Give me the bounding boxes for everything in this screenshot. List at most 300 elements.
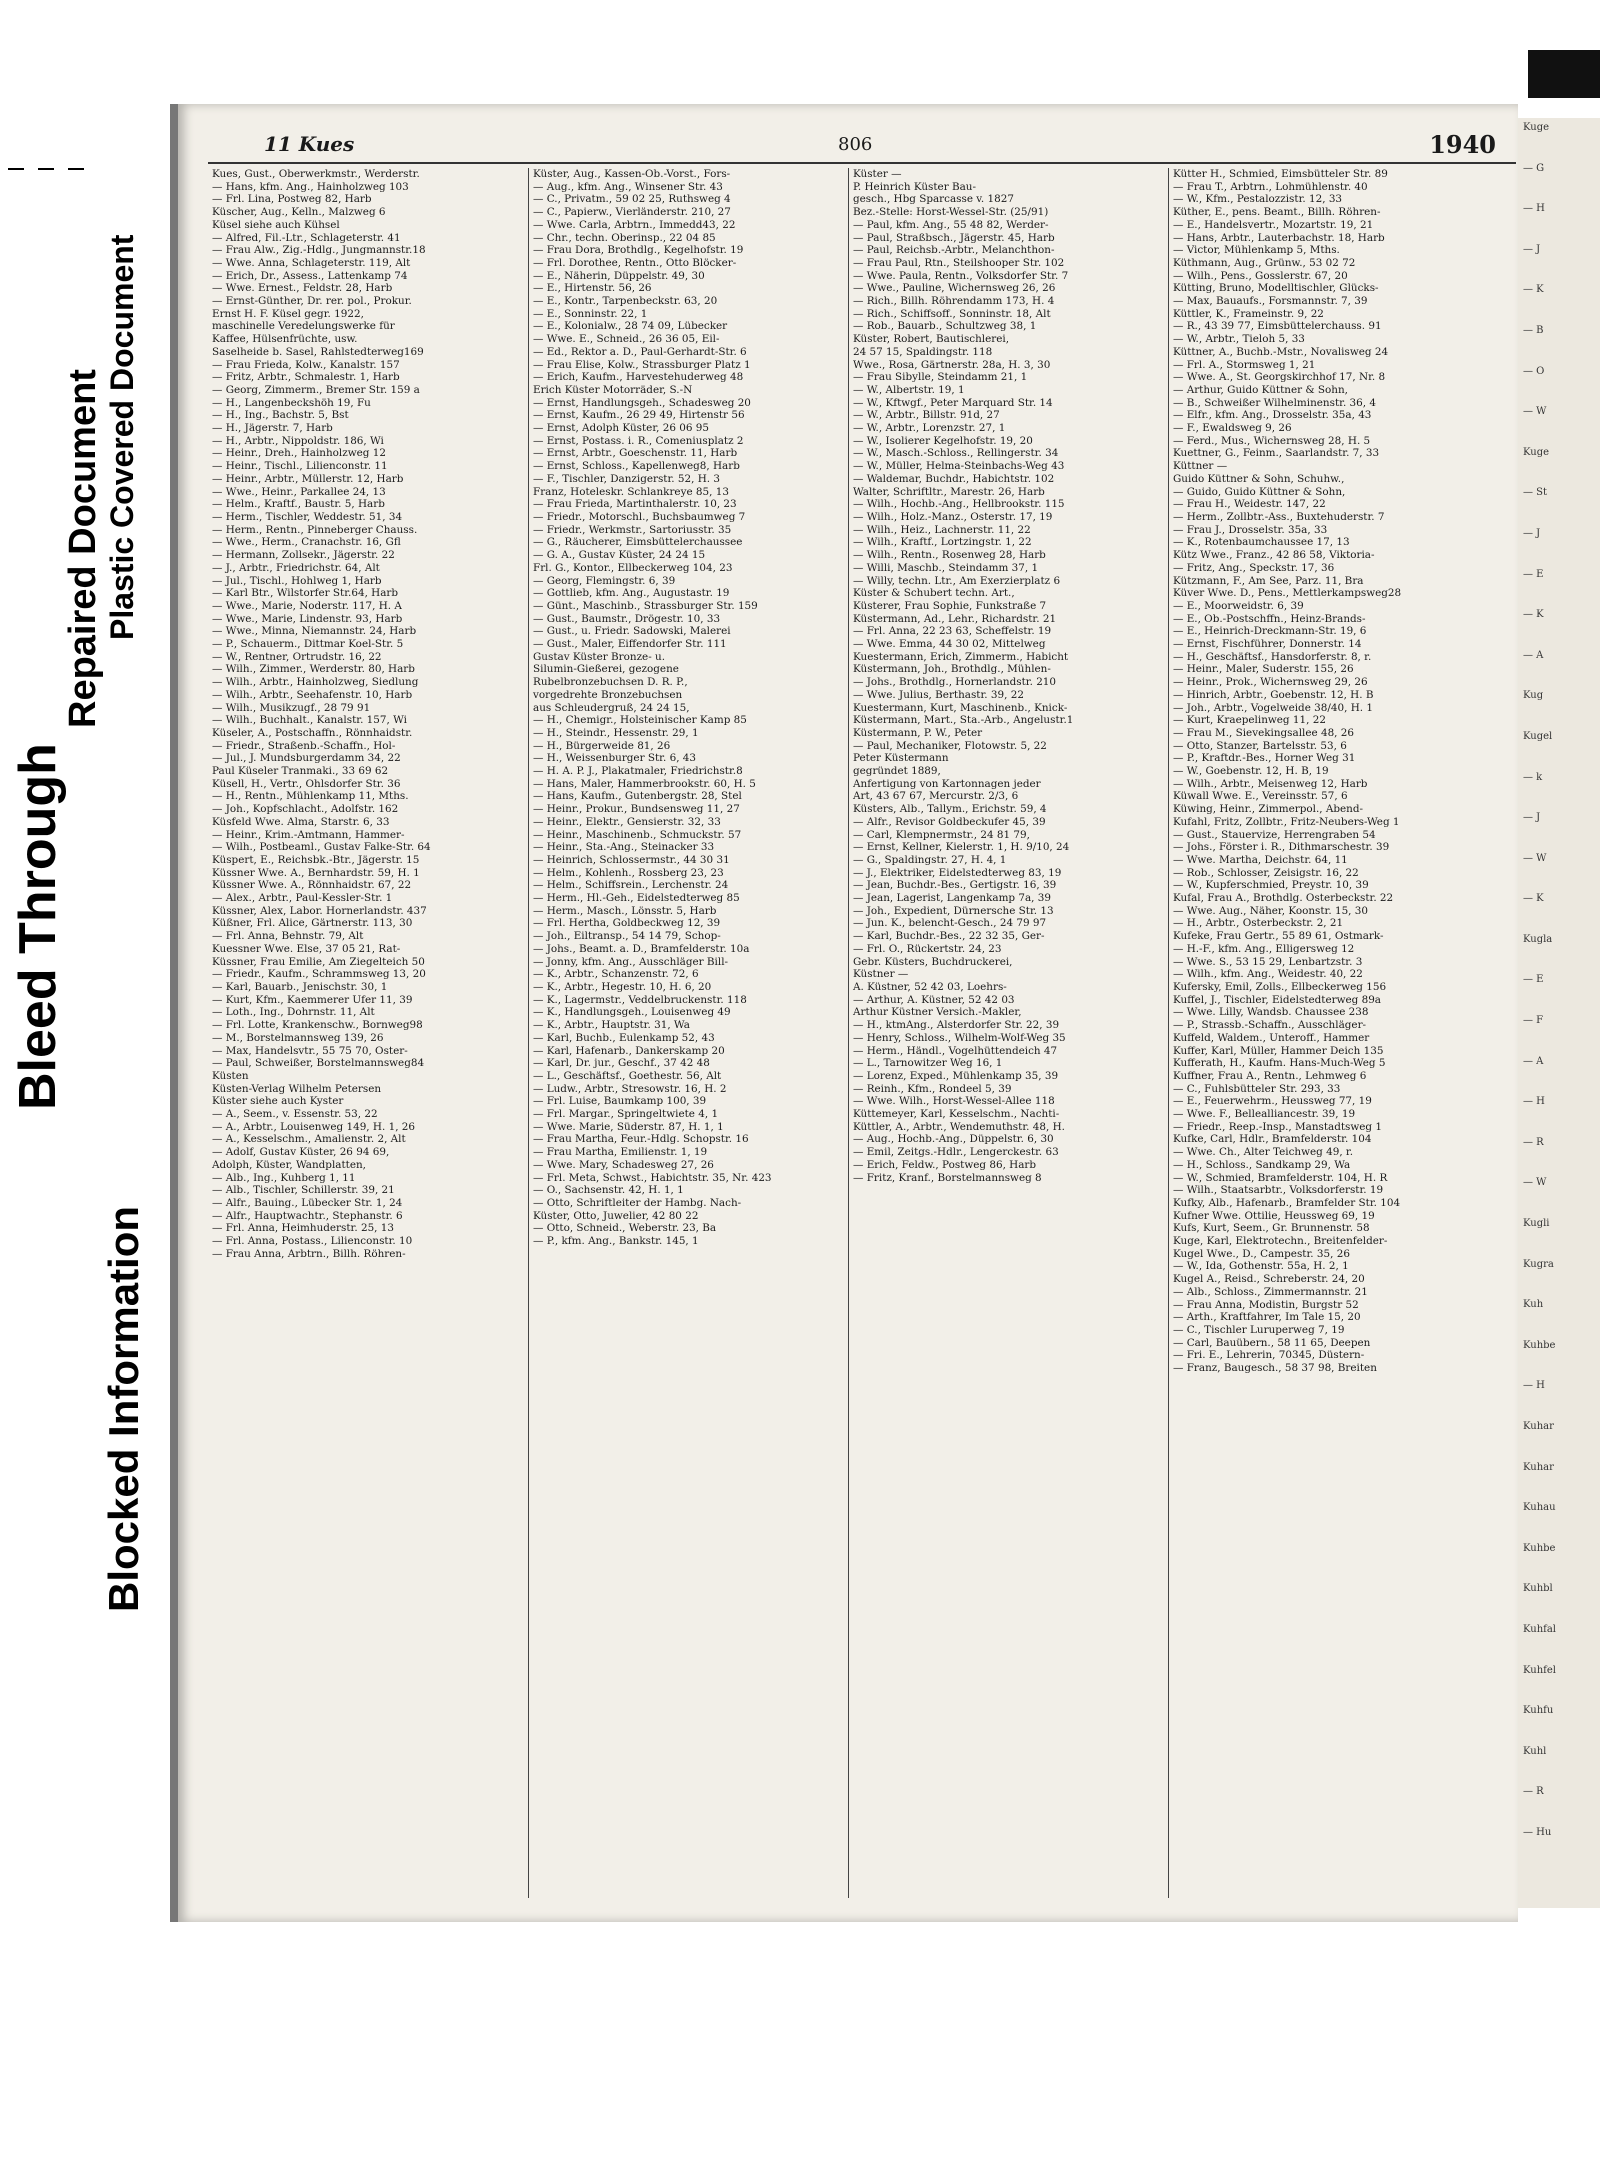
directory-entry: — Aug., kfm. Ang., Winsener Str. 43	[533, 180, 723, 193]
directory-entry: Silumin-Gießerei, gezogene	[533, 663, 679, 676]
directory-entry: — Heinr., Maler, Suderstr. 155, 26	[1173, 663, 1354, 676]
directory-entry: — Wwe., Marie, Lindenstr. 93, Harb	[212, 612, 403, 625]
facing-page-line: — G	[1523, 162, 1545, 174]
directory-entry: — Otto, Stanzer, Bartelsstr. 53, 6	[1173, 739, 1347, 752]
directory-entry: — W., Arbtr., Tieloh 5, 33	[1173, 333, 1305, 346]
directory-entry: — Frau Sibylle, Steindamm 21, 1	[853, 371, 1028, 384]
directory-entry: — Karl, Dr. jur., Geschf., 37 42 48	[533, 1057, 710, 1070]
header-running-title: 11 Kues	[264, 132, 355, 156]
facing-page-line: — Hu	[1523, 1826, 1552, 1838]
directory-entry: — G., Spaldingstr. 27, H. 4, 1	[853, 853, 1007, 866]
directory-entry: Küwall Wwe. E., Vereinsstr. 57, 6	[1173, 790, 1348, 803]
directory-entry: — Frau Anna, Arbtrn., Billh. Röhren-	[212, 1247, 406, 1260]
directory-entry: — Wwe. Ch., Alter Teichweg 49, r.	[1173, 1146, 1354, 1159]
directory-entry: — J., Arbtr., Friedrichstr. 64, Alt	[212, 561, 380, 574]
directory-entry: — Hans, kfm. Ang., Hainholzweg 103	[212, 180, 409, 193]
directory-entry: Küssner, Alex, Labor. Hornerlandstr. 437	[212, 904, 427, 917]
directory-entry: — B., Schweißer Wilhelminenstr. 36, 4	[1173, 396, 1376, 409]
directory-entry: — Ernst, Adolph Küster, 26 06 95	[533, 422, 710, 435]
directory-entry: — Heinr., Prok., Wichernsweg 29, 26	[1173, 676, 1368, 689]
directory-entry: Küsten	[212, 1069, 249, 1082]
directory-entry: — E., Ob.-Postschffn., Heinz-Brands-	[1173, 612, 1366, 625]
directory-entry: — Hinrich, Arbtr., Goebenstr. 12, H. B	[1173, 688, 1374, 701]
facing-page-line: — H	[1523, 203, 1545, 215]
directory-entry: — Wwe. Wilh., Horst-Wessel-Allee 118	[853, 1095, 1055, 1108]
directory-entry: — Frl. A., Stormsweg 1, 21	[1173, 358, 1316, 371]
directory-entry: Arthur Küstner Versich.-Makler,	[853, 1006, 1022, 1019]
directory-entry: — Ludw., Arbtr., Stresowstr. 16, H. 2	[533, 1082, 727, 1095]
directory-entry: — Heinr., Elektr., Gensierstr. 32, 33	[533, 815, 721, 828]
directory-entry: — Helm., Kohlenh., Rossberg 23, 23	[533, 866, 724, 879]
directory-entry: — Frl. O., Rückertstr. 24, 23	[853, 942, 1002, 955]
directory-entry: — Hermann, Zollsekr., Jägerstr. 22	[212, 549, 395, 562]
directory-entry: — E., Heinrich-Dreckmann-Str. 19, 6	[1173, 625, 1367, 638]
directory-entry: — Wilh., Buchhalt., Kanalstr. 157, Wi	[212, 714, 407, 727]
directory-entry: — Emil, Zeitgs.-Hdlr., Lengerckestr. 63	[853, 1146, 1059, 1159]
directory-entry: — K., Rotenbaumchaussee 17, 13	[1173, 536, 1350, 549]
directory-entry: vorgedrehte Bronzebuchsen	[533, 688, 683, 701]
directory-entry: — Karl, Hafenarb., Dankerskamp 20	[533, 1044, 725, 1057]
facing-page-line: Kuhar	[1523, 1461, 1554, 1473]
directory-entry: — W., Kupferschmied, Preystr. 10, 39	[1173, 879, 1369, 892]
directory-entry: — Frl. Anna, Behnstr. 79, Alt	[212, 930, 364, 943]
directory-entry: — H., Arbtr., Nippoldstr. 186, Wi	[212, 434, 384, 447]
directory-entry: — Willy, techn. Ltr., Am Exerzierplatz 6	[853, 574, 1061, 587]
directory-entry: Küstermann, P. W., Peter	[853, 726, 983, 739]
blocked-information-label: Blocked Information	[100, 1205, 147, 1612]
facing-page-line: Kuhl	[1523, 1745, 1547, 1757]
directory-entry: Küsel siehe auch Kühsel	[212, 218, 340, 231]
tick-mark	[68, 168, 84, 170]
directory-entry: — K., Arbtr., Schanzenstr. 72, 6	[533, 968, 699, 981]
facing-page-line: — A	[1523, 1055, 1544, 1067]
directory-entry: — Max, Bauaufs., Forsmannstr. 7, 39	[1173, 295, 1368, 308]
directory-entry: Kütter H., Schmied, Eimsbütteler Str. 89	[1173, 168, 1388, 180]
directory-entry: — E., Handelsvertr., Mozartstr. 19, 21	[1173, 218, 1374, 231]
directory-entry: — Elfr., kfm. Ang., Drosselstr. 35a, 43	[1173, 409, 1372, 422]
directory-entry: — Paul, Straßbsch., Jägerstr. 45, Harb	[853, 231, 1055, 244]
facing-page-edge	[1510, 118, 1600, 1908]
directory-entry: Küsterer, Frau Sophie, Funkstraße 7	[853, 599, 1047, 612]
directory-entry: — H., Ing., Bachstr. 5, Bst	[212, 409, 349, 422]
directory-entry: — Friedr., Kaufm., Schrammsweg 13, 20	[212, 968, 426, 981]
directory-entry: — Erich, Feldw., Postweg 86, Harb	[853, 1158, 1037, 1171]
directory-entry: Kugel Wwe., D., Campestr. 35, 26	[1173, 1247, 1350, 1260]
directory-entry: — Frau Alw., Zig.-Hdlg., Jungmannstr.18	[212, 244, 426, 257]
directory-entry: — Ernst, Arbtr., Goeschenstr. 11, Harb	[533, 447, 738, 460]
directory-entry: — Frl. Dorothee, Rentn., Otto Blöcker-	[533, 256, 737, 269]
directory-entry: — Friedr., Werkmstr., Sartoriusstr. 35	[533, 523, 732, 536]
header-page-number: 806	[838, 134, 873, 155]
directory-entry: — L., Tarnowitzer Weg 16, 1	[853, 1057, 1003, 1070]
directory-entry: — Wwe., Pauline, Wichernsweg 26, 26	[853, 282, 1056, 295]
directory-entry: — Chr., techn. Oberinsp., 22 04 85	[533, 231, 716, 244]
directory-entry: — Frl. Lina, Postweg 82, Harb	[212, 193, 372, 206]
directory-entry: Frl. G., Kontor., Ellbeckerweg 104, 23	[533, 561, 733, 574]
directory-entry: Rubelbronzebuchsen D. R. P.,	[533, 676, 688, 689]
directory-entry: — Frau Paul, Rtn., Steilshooper Str. 102	[853, 256, 1065, 269]
tick-mark	[8, 168, 24, 170]
directory-entry: Küster & Schubert techn. Art.,	[853, 587, 1015, 600]
directory-entry: — Ed., Rektor a. D., Paul-Gerhardt-Str. 6	[533, 345, 747, 358]
directory-entry: — L., Geschäftsf., Goethestr. 56, Alt	[533, 1069, 722, 1082]
directory-entry: Art, 43 67 67, Mercurstr. 2/3, 6	[853, 790, 1019, 803]
directory-entry: — C., Papierw., Vierländerstr. 210, 27	[533, 206, 731, 219]
facing-page-line: Kugla	[1523, 933, 1553, 945]
directory-entry: Kufeke, Frau Gertr., 55 89 61, Ostmark-	[1173, 930, 1384, 943]
directory-entry: Kuessner Wwe. Else, 37 05 21, Rat-	[212, 942, 401, 955]
directory-entry: — Alfred, Fil.-Ltr., Schlageterstr. 41	[212, 231, 401, 244]
directory-entry: Gebr. Küsters, Buchdruckerei,	[853, 955, 1013, 968]
directory-entry: — H., Langenbeckshöh 19, Fu	[212, 396, 371, 409]
directory-entry: Küssner Wwe. A., Bernhardstr. 59, H. 1	[212, 866, 420, 879]
directory-entry: — Georg, Zimmerm., Bremer Str. 159 a	[212, 383, 420, 396]
directory-entry: — Paul, Mechaniker, Flotowstr. 5, 22	[853, 739, 1047, 752]
directory-entry: Küsell, H., Vertr., Ohlsdorfer Str. 36	[212, 777, 401, 790]
facing-page-line: — R	[1523, 1786, 1544, 1798]
directory-entry: — Gust., Maler, Eiffendorfer Str. 111	[533, 638, 727, 651]
directory-entry: — W., Kftwgf., Peter Marquard Str. 14	[853, 396, 1053, 409]
directory-entry: — J., Elektriker, Eidelstedterweg 83, 19	[853, 866, 1062, 879]
directory-entry: gesch., Hbg Sparcasse v. 1827	[853, 193, 1014, 206]
column-4	[1168, 168, 1473, 1898]
directory-entry: Kützmann, F., Am See, Parz. 11, Bra	[1173, 574, 1364, 587]
directory-entry: — H., Schloss., Sandkamp 29, Wa	[1173, 1158, 1351, 1171]
directory-entry: — Wilh., Zimmer., Werderstr. 80, Harb	[212, 663, 415, 676]
directory-entry: Kufke, Carl, Hdlr., Bramfelderstr. 104	[1173, 1133, 1372, 1146]
facing-page-line: Kuh	[1523, 1299, 1544, 1311]
directory-entry: — G., Räucherer, Eimsbüttelerchaussee	[533, 536, 743, 549]
directory-entry: Küsters, Alb., Tallym., Erichstr. 59, 4	[853, 803, 1047, 816]
directory-entry: — Ernst-Günther, Dr. rer. pol., Prokur.	[212, 295, 412, 308]
directory-entry: — H., Jägerstr. 7, Harb	[212, 422, 333, 435]
directory-entry: — P., Strassb.-Schaffn., Ausschläger-	[1173, 1019, 1367, 1032]
directory-entry: Küttner —	[1173, 460, 1228, 473]
facing-page-line: Kugra	[1523, 1258, 1554, 1270]
directory-entry: — Ernst, Handlungsgeh., Schadesweg 20	[533, 396, 751, 409]
directory-page	[170, 104, 1518, 1922]
directory-entry: — Wilh., Musikzugf., 28 79 91	[212, 701, 371, 714]
directory-entry: Erich Küster Motorräder, S.-N	[533, 383, 693, 396]
directory-entry: — Kurt, Kfm., Kaemmerer Ufer 11, 39	[212, 993, 413, 1006]
directory-entry: Kugel A., Reisd., Schreberstr. 24, 20	[1173, 1273, 1365, 1286]
directory-entry: — Fritz, Kranf., Borstelmannsweg 8	[853, 1171, 1042, 1184]
directory-entry: — Wilh., Postbeaml., Gustav Falke-Str. 64	[212, 841, 431, 854]
directory-entry: — Rich., Schiffsoff., Sonninstr. 18, Alt	[853, 307, 1051, 320]
directory-entry: — Wilh., Staatsarbtr., Volksdorferstr. 19	[1173, 1184, 1384, 1197]
directory-entry: — M., Borstelmannsweg 139, 26	[212, 1031, 384, 1044]
directory-entry: Küseler, A., Postschaffn., Rönnhaidstr.	[212, 726, 413, 739]
directory-entry: — A., Arbtr., Louisenweg 149, H. 1, 26	[212, 1120, 416, 1133]
directory-entry: — Alb., Ing., Kuhberg 1, 11	[212, 1171, 356, 1184]
directory-entry: — Friedr., Motorschl., Buchsbaumweg 7	[533, 510, 746, 523]
facing-page-line: Kug	[1523, 690, 1544, 702]
directory-entry: — Joh., Kopfschlacht., Adolfstr. 162	[212, 803, 399, 816]
directory-entry: Kuffner, Frau A., Rentn., Lehmweg 6	[1173, 1069, 1367, 1082]
directory-entry: — E., Hirtenstr. 56, 26	[533, 282, 652, 295]
directory-entry: — Fri. E., Lehrerin, 70345, Düstern-	[1173, 1349, 1365, 1362]
directory-entry: P. Heinrich Küster Bau-	[853, 180, 977, 193]
directory-entry: Walter, Schriftltr., Marestr. 26, Harb	[853, 485, 1045, 498]
directory-entry: — Gust., Stauervize, Herrengraben 54	[1173, 828, 1376, 841]
directory-entry: — Wwe. Mary, Schadesweg 27, 26	[533, 1158, 714, 1171]
directory-entry: Küstner —	[853, 968, 909, 981]
directory-entry: — Wilh., Hochb.-Ang., Hellbrookstr. 115	[853, 498, 1065, 511]
directory-entry: Kütz Wwe., Franz., 42 86 58, Viktoria-	[1173, 549, 1375, 562]
directory-entry: — Frl. Margar., Springeltwiete 4, 1	[533, 1108, 719, 1121]
directory-entry: Küsten-Verlag Wilhelm Petersen	[212, 1082, 382, 1095]
directory-entry: — A., Seem., v. Essenstr. 53, 22	[212, 1108, 378, 1121]
directory-entry: Kütting, Bruno, Modelltischler, Glücks-	[1173, 282, 1379, 295]
facing-page-line: — R	[1523, 1136, 1544, 1148]
directory-entry: — Frau Martha, Emilienstr. 1, 19	[533, 1146, 708, 1159]
facing-page-line: — H	[1523, 1380, 1545, 1392]
directory-entry: — Georg, Flemingstr. 6, 39	[533, 574, 676, 587]
facing-page-line: Kuhfu	[1523, 1705, 1554, 1717]
directory-entry: — Adolf, Gustav Küster, 26 94 69,	[212, 1146, 390, 1159]
directory-entry: — Erich, Dr., Assess., Lattenkamp 74	[212, 269, 408, 282]
directory-entry: — Rich., Billh. Röhrendamm 173, H. 4	[853, 295, 1055, 308]
facing-page-line: Kugli	[1523, 1218, 1550, 1230]
directory-entry: — Heinr., Maschinenb., Schmuckstr. 57	[533, 828, 742, 841]
facing-page-line: — St	[1523, 487, 1548, 499]
directory-entry: — Frau H., Weidestr. 147, 22	[1173, 498, 1326, 511]
directory-entry: — Otto, Schriftleiter der Hambg. Nach-	[533, 1196, 742, 1209]
directory-entry: Küttler, A., Arbtr., Wendemuthstr. 48, H.	[853, 1120, 1065, 1133]
directory-entry: — Johs., Förster i. R., Dithmarschestr. 39	[1173, 841, 1390, 854]
directory-entry: — Alb., Tischler, Schillerstr. 39, 21	[212, 1184, 395, 1197]
directory-entry: — R., 43 39 77, Eimsbüttelerchauss. 91	[1173, 320, 1382, 333]
directory-entry: — Heinr., Arbtr., Müllerstr. 12, Harb	[212, 472, 404, 485]
directory-entry: — Alfr., Hauptwachtr., Stephanstr. 6	[212, 1209, 403, 1222]
directory-entry: — H.-F., kfm. Ang., Elligersweg 12	[1173, 942, 1355, 955]
directory-entry: — W., Isolierer Kegelhofstr. 19, 20	[853, 434, 1033, 447]
directory-entry: — Ferd., Mus., Wichernsweg 28, H. 5	[1173, 434, 1371, 447]
directory-entry: — Frau Martha, Feur.-Hdlg. Schopstr. 16	[533, 1133, 749, 1146]
directory-entry: Bez.-Stelle: Horst-Wessel-Str. (25/91)	[853, 206, 1049, 219]
directory-entry: — Hans, Arbtr., Lauterbachstr. 18, Harb	[1173, 231, 1385, 244]
directory-entry: — Paul, Schweißer, Borstelmannsweg84	[212, 1057, 425, 1070]
facing-page-line: — E	[1523, 974, 1544, 986]
directory-entry: — Wilh., Arbtr., Hainholzweg, Siedlung	[212, 676, 419, 689]
directory-entry: — Frl. Anna, 22 23 63, Scheffelstr. 19	[853, 625, 1052, 638]
directory-entry: Küver Wwe. D., Pens., Mettlerkampsweg28	[1173, 587, 1402, 600]
directory-entry: — Victor, Mühlenkamp 5, Mths.	[1173, 244, 1340, 257]
directory-entry: — Wwe. Aug., Näher, Koonstr. 15, 30	[1173, 904, 1369, 917]
directory-entry: Kufky, Alb., Hafenarb., Bramfelder Str. 104	[1173, 1196, 1401, 1209]
directory-entry: — W., Masch.-Schloss., Rellingerstr. 34	[853, 447, 1059, 460]
facing-page-line: Kuhbe	[1523, 1542, 1556, 1554]
directory-entry: — Heinr., Tischl., Lilienconstr. 11	[212, 460, 388, 473]
directory-entry: — Heinr., Prokur., Bundsensweg 11, 27	[533, 803, 740, 816]
directory-entry: Kufferath, H., Kaufm. Hans-Much-Weg 5	[1173, 1057, 1386, 1070]
directory-entry: Kuettner, G., Feinm., Saarlandstr. 7, 33	[1173, 447, 1380, 460]
facing-page-line: Kugel	[1523, 730, 1553, 742]
directory-entry: — Wilh., Rentn., Rosenweg 28, Harb	[853, 549, 1046, 562]
directory-entry: — H., ktmAng., Alsterdorfer Str. 22, 39	[853, 1019, 1060, 1032]
directory-entry: Küster, Aug., Kassen-Ob.-Vorst., Fors-	[533, 168, 731, 180]
directory-entry: — Herm., Rentn., Pinneberger Chauss.	[212, 523, 418, 536]
directory-entry: — Wwe. Lilly, Wandsb. Chaussee 238	[1173, 1006, 1369, 1019]
directory-entry: — Wwe. Paula, Rentn., Volksdorfer Str. 7	[853, 269, 1069, 282]
directory-entry: Franz, Hoteleskr. Schlankreye 85, 13	[533, 485, 729, 498]
directory-entry: Kaffee, Hülsenfrüchte, usw.	[212, 333, 358, 346]
facing-page-line: — K	[1523, 893, 1544, 905]
plastic-covered-label: Plastic Covered Document	[104, 234, 140, 640]
facing-page-line: Kuhbe	[1523, 1339, 1556, 1351]
directory-entry: — Gottlieb, kfm. Ang., Augustastr. 19	[533, 587, 730, 600]
directory-entry: — Alex., Arbtr., Paul-Kessler-Str. 1	[212, 892, 393, 905]
directory-entry: — Jonny, kfm. Ang., Ausschläger Bill-	[533, 955, 729, 968]
directory-entry: Küspert, E., Reichsbk.-Btr., Jägerstr. 15	[212, 853, 420, 866]
directory-entry: — Willi, Maschb., Steindamm 37, 1	[853, 561, 1039, 574]
directory-entry: — Wwe., Herm., Cranachstr. 16, Gfl	[212, 536, 401, 549]
directory-entry: — C., Privatm., 59 02 25, Ruthsweg 4	[533, 193, 731, 206]
directory-entry: — Rob., Bauarb., Schultzweg 38, 1	[853, 320, 1037, 333]
directory-entry: — Jean, Lagerist, Langenkamp 7a, 39	[853, 892, 1052, 905]
directory-entry: — Fritz, Arbtr., Schmalestr. 1, Harb	[212, 371, 400, 384]
directory-entry: — K., Arbtr., Hauptstr. 31, Wa	[533, 1019, 690, 1032]
directory-entry: — Hans, Kaufm., Gutenbergstr. 28, Stel	[533, 790, 742, 803]
directory-entry: — Joh., Eiltransp., 54 14 79, Schop-	[533, 930, 721, 943]
directory-entry: gegründet 1889,	[853, 765, 941, 778]
directory-entry: — Aug., Hochb.-Ang., Düppelstr. 6, 30	[853, 1133, 1054, 1146]
directory-entry: — H., Chemigr., Holsteinischer Kamp 85	[533, 714, 747, 727]
directory-entry: — Karl, Bauarb., Jenischstr. 30, 1	[212, 981, 388, 993]
directory-entry: — W., Goebenstr. 12, H. B, 19	[1173, 765, 1329, 778]
directory-entry: A. Küstner, 52 42 03, Loehrs-	[853, 981, 1007, 993]
facing-page-line: — O	[1523, 365, 1545, 377]
directory-entry: — E., Kolonialw., 28 74 09, Lübecker	[533, 320, 728, 333]
directory-entry: — P., Kraftdr.-Bes., Horner Weg 31	[1173, 752, 1356, 765]
directory-entry: Küster —	[853, 168, 902, 180]
directory-entry: Küttemeyer, Karl, Kesselschm., Nachti-	[853, 1108, 1060, 1121]
directory-entry: — Erich, Kaufm., Harvestehuderweg 48	[533, 371, 744, 384]
directory-entry: — Waldemar, Buchdr., Habichtstr. 102	[853, 472, 1055, 485]
directory-entry: — G. A., Gustav Küster, 24 24 15	[533, 549, 706, 562]
directory-entry: — Reinh., Kfm., Rondeel 5, 39	[853, 1082, 1012, 1095]
directory-entry: — Franz, Baugesch., 58 37 98, Breiten	[1173, 1362, 1377, 1375]
directory-entry: Küsfeld Wwe. Alma, Starstr. 6, 33	[212, 815, 390, 828]
directory-entry: — Wwe. Martha, Deichstr. 64, 11	[1173, 853, 1348, 866]
directory-entry: — W., Müller, Helma-Steinbachs-Weg 43	[853, 460, 1065, 473]
directory-entry: Küstermann, Joh., Brothdlg., Mühlen-	[853, 663, 1051, 676]
directory-entry: — Wwe. E., Schneid., 26 36 05, Eil-	[533, 333, 720, 346]
directory-entry: — Fritz, Ang., Speckstr. 17, 36	[1173, 561, 1335, 574]
directory-entry: — Frau M., Sievekingsallee 48, 26	[1173, 726, 1355, 739]
directory-entry: — H., Weissenburger Str. 6, 43	[533, 752, 697, 765]
facing-page-line: — k	[1523, 771, 1543, 783]
directory-entry: — H., Bürgerweide 81, 26	[533, 739, 671, 752]
directory-entry: — C., Fuhlsbütteler Str. 293, 33	[1173, 1082, 1341, 1095]
directory-entry: Peter Küstermann	[853, 752, 949, 765]
directory-entry: — Herm., Tischler, Weddestr. 51, 34	[212, 510, 403, 523]
facing-page-line: — F	[1523, 1015, 1544, 1027]
directory-entry: — W., Kfm., Pestalozzistr. 12, 33	[1173, 193, 1343, 206]
directory-entry: — Frl. Lotte, Krankenschw., Bornweg98	[212, 1019, 423, 1032]
directory-entry: Kuffer, Karl, Müller, Hammer Deich 135	[1173, 1044, 1384, 1057]
directory-entry: — C., Tischler Luruperweg 7, 19	[1173, 1323, 1345, 1336]
directory-entry: Paul Küseler Tranmaki., 33 69 62	[212, 765, 389, 778]
directory-entry: — Otto, Schneid., Weberstr. 23, Ba	[533, 1222, 717, 1235]
directory-entry: Küssner Wwe. A., Rönnhaidstr. 67, 22	[212, 879, 412, 892]
directory-entry: — Arthur, Guido Küttner & Sohn,	[1173, 383, 1348, 396]
directory-entry: Kues, Gust., Oberwerkmstr., Werderstr.	[212, 168, 420, 180]
directory-entry: — Jul., J. Mundsburgerdamm 34, 22	[212, 752, 401, 765]
directory-entry: — Alb., Schloss., Zimmermannstr. 21	[1173, 1285, 1368, 1298]
directory-entry: — Karl Btr., Wilstorfer Str.64, Harb	[212, 587, 399, 600]
directory-entry: — Wwe., Heinr., Parkallee 24, 13	[212, 485, 386, 498]
directory-entry: — Carl, Bauübern., 58 11 65, Deepen	[1173, 1336, 1371, 1349]
directory-entry: Saselheide b. Sasel, Rahlstedterweg169	[212, 345, 424, 358]
directory-entry: — F., Tischler, Danzigerstr. 52, H. 3	[533, 472, 721, 485]
directory-entry: — Günt., Maschinb., Strassburger Str. 159	[533, 599, 758, 612]
directory-entry: — Wwe. Anna, Schlageterstr. 119, Alt	[212, 256, 411, 269]
facing-page-line: — A	[1523, 649, 1544, 661]
directory-entry: — Wwe. S., 53 15 29, Lenbartzstr. 3	[1173, 955, 1363, 968]
directory-entry: — Arth., Kraftfahrer, Im Tale 15, 20	[1173, 1311, 1361, 1324]
page-header	[208, 128, 1516, 164]
directory-entry: — Frau Frieda, Martinthalerstr. 10, 23	[533, 498, 737, 511]
facing-page-line: Kuhfal	[1523, 1623, 1556, 1635]
directory-entry: Kufal, Frau A., Brothdlg. Osterbeckstr. 22	[1173, 892, 1394, 905]
directory-entry: — Rob., Schlosser, Zeisigstr. 16, 22	[1173, 866, 1359, 879]
directory-entry: — Wwe. Marie, Süderstr. 87, H. 1, 1	[533, 1120, 724, 1133]
directory-entry: — H., Rentn., Mühlenkamp 11, Mths.	[212, 790, 409, 803]
directory-entry: — Guido, Guido Küttner & Sohn,	[1173, 485, 1346, 498]
directory-entry: — Joh., Arbtr., Vogelweide 38/40, H. 1	[1173, 701, 1373, 714]
facing-page-line: — J	[1523, 812, 1541, 824]
directory-entry: — Ernst, Postass. i. R., Comeniusplatz 2	[533, 434, 744, 447]
black-tab	[1528, 50, 1600, 98]
directory-entry: — H. A. P. J., Plakatmaler, Friedrichstr.8	[533, 765, 743, 778]
directory-entry: — Joh., Expedient, Dürnersche Str. 13	[853, 904, 1054, 917]
directory-entry: 24 57 15, Spaldingstr. 118	[853, 345, 993, 358]
directory-entry: — Wilh., Holz.-Manz., Osterstr. 17, 19	[853, 510, 1053, 523]
directory-entry: Kufahl, Fritz, Zollbtr., Fritz-Neubers-Weg 1	[1173, 815, 1400, 828]
directory-entry: — Wwe. Emma, 44 30 02, Mittelweg	[853, 638, 1046, 651]
facing-page-line: Kuhau	[1523, 1502, 1556, 1514]
directory-entry: — Henry, Schloss., Wilhelm-Wolf-Weg 35	[853, 1031, 1066, 1044]
facing-page-line: Kuhfel	[1523, 1664, 1556, 1676]
directory-entry: Küwing, Heinr., Zimmerpol., Abend-	[1173, 803, 1364, 816]
directory-entry: — Wwe., Marie, Noderstr. 117, H. A	[212, 599, 402, 612]
directory-entry: — Wilh., Arbtr., Seehafenstr. 10, Harb	[212, 688, 413, 701]
directory-entry: — Ernst, Kaufm., 26 29 49, Hirtenstr 56	[533, 409, 745, 422]
directory-entry: Kuffel, J., Tischler, Eidelstedterweg 89a	[1173, 993, 1381, 1006]
directory-entry: Küttner, A., Buchb.-Mstr., Novalisweg 24	[1173, 345, 1389, 358]
facing-page-line: — W	[1523, 1177, 1547, 1189]
directory-entry: — Johs., Brothdlg., Hornerlandstr. 210	[853, 676, 1057, 689]
directory-entry: Küscher, Aug., Kelln., Malzweg 6	[212, 206, 386, 219]
facing-page-line: Kuhar	[1523, 1421, 1554, 1432]
directory-entry: — Wilh., Heiz., Lachnerstr. 11, 22	[853, 523, 1031, 536]
directory-entry: — W., Arbtr., Billstr. 91d, 27	[853, 409, 1000, 422]
directory-entry: Gustav Küster Bronze- u.	[533, 650, 666, 663]
directory-columns	[208, 168, 1516, 1898]
tick-mark	[38, 168, 54, 170]
directory-entry: Anfertigung von Kartonnagen jeder	[853, 777, 1041, 790]
facing-page-line: — J	[1523, 527, 1541, 539]
facing-page-line: Kuge	[1523, 122, 1550, 133]
directory-entry: — Frau T., Arbtrn., Lohmühlenstr. 40	[1173, 180, 1368, 193]
scan-label-strip	[0, 0, 190, 2177]
directory-entry: — Gust., Baumstr., Drögestr. 10, 33	[533, 612, 721, 625]
bleed-through-label: Bleed Through	[9, 743, 67, 1110]
directory-entry: — Frl. Anna, Heimhuderstr. 25, 13	[212, 1222, 395, 1235]
directory-entry: — Johs., Beamt. a. D., Bramfelderstr. 10a	[533, 942, 750, 955]
directory-entry: — Friedr., Straßenb.-Schaffn., Hol-	[212, 739, 396, 752]
